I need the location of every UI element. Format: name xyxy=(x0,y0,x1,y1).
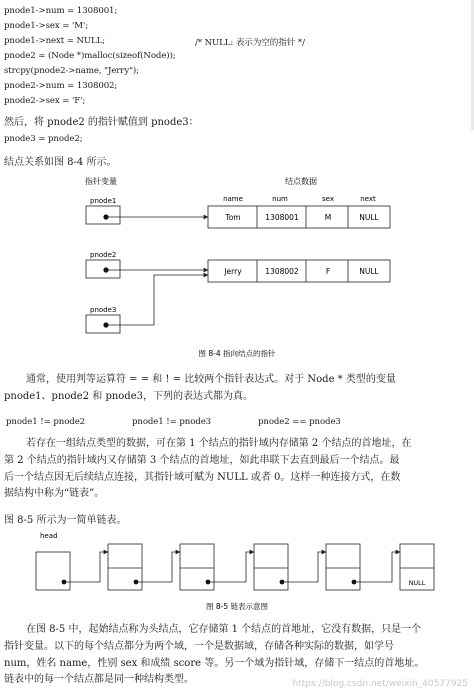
text-line: 链表中的每一个结点都是同一种结构类型。 xyxy=(4,674,194,686)
code-line: pnode2 = (Node *)malloc(sizeof(Node)); xyxy=(4,51,176,61)
col-num: num xyxy=(272,195,288,203)
compare-paragraph xyxy=(4,372,470,406)
text-line: 通常，使用判等运算符 = = 和 ! = 比较两个指针表达式。对于 Node * 类型的变量 xyxy=(26,374,396,385)
watermark: https://blog.csdn.net/weixin_40577925 xyxy=(292,679,468,689)
figure-8-5-caption: 图 8-5 链表示意图 xyxy=(205,602,269,611)
code-line: pnode1->next = NULL; xyxy=(4,36,106,46)
pointer-box-pnode2 xyxy=(86,260,120,278)
cell-num: 1308001 xyxy=(265,213,299,222)
expression: pnode1 != pnode3 xyxy=(132,417,212,427)
figure-8-5 xyxy=(0,528,474,618)
head-node xyxy=(36,552,70,590)
code-line: pnode2->num = 1308002; xyxy=(4,81,118,91)
pointer-arrow xyxy=(64,552,108,582)
pointer-arrow xyxy=(282,552,326,582)
col-name: name xyxy=(223,195,243,203)
cell-next: NULL xyxy=(359,267,379,276)
var-header: 指针变量 xyxy=(85,177,117,186)
col-next: next xyxy=(360,195,376,203)
text-line: 在图 8-5 中，起始结点称为头结点，它存储第 1 个结点的首地址，它没有数据，只是一个 xyxy=(26,624,422,635)
head-label: head xyxy=(40,532,58,540)
code-line: pnode2->sex = 'F'; xyxy=(4,96,86,106)
fig85-intro: 图 8-5 所示为一简单链表。 xyxy=(4,515,127,526)
cell-num: 1308002 xyxy=(265,267,299,276)
assign-code: pnode3 = pnode2; xyxy=(4,134,83,144)
pointer-label-pnode3: pnode3 xyxy=(90,306,117,314)
pointer-arrow xyxy=(354,552,400,582)
pointer-label-pnode1: pnode1 xyxy=(90,197,117,205)
text-line: 指针变量。以下的每个结点都分为两个域，一个是数据域，存储各种实际的数据，如学号 xyxy=(4,640,394,652)
node-row-tom xyxy=(208,206,390,228)
cell-name: Tom xyxy=(225,213,241,222)
text-line: 后一个结点因无后续结点连接，其指针域可赋为 NULL 或者 0。这样一种连接方式，在数 xyxy=(4,471,401,483)
text-line: num，姓名 name，性别 sex 和成绩 score 等。另一个域为指针域，存储下一结点的首地址。 xyxy=(4,657,425,669)
code-line: pnode1->sex = 'M'; xyxy=(4,21,88,31)
assign-text: 然后，将 pnode2 的指针赋值到 pnode3： xyxy=(4,117,199,128)
data-header: 结点数据 xyxy=(285,177,317,186)
code-line: pnode1->num = 1308001; xyxy=(4,6,118,16)
figure-8-4 xyxy=(0,172,474,362)
chain-paragraph xyxy=(4,436,470,503)
pointer-arrow xyxy=(208,552,254,582)
expression: pnode2 == pnode3 xyxy=(258,417,341,427)
code-comment: /* NULL: 表示为空的指针 */ xyxy=(195,38,305,48)
text-line: 第 2 个结点的指针域内又存储第 3 个结点的首地址，如此串联下去直到最后一个结点。最 xyxy=(4,454,400,466)
node-row-jerry xyxy=(208,260,390,282)
text-line: 若存在一组结点类型的数据，可在第 1 个结点的指针域内存储第 2 个结点的首地址，在 xyxy=(26,438,412,449)
cell-next: NULL xyxy=(359,213,379,222)
pointer-label-pnode2: pnode2 xyxy=(90,251,117,259)
text-line: pnode1、pnode2 和 pnode3，下列的表达式都为真。 xyxy=(4,390,253,402)
pointer-box-pnode1 xyxy=(86,206,120,224)
cell-sex: M xyxy=(324,213,332,222)
cell-sex: F xyxy=(325,267,331,276)
cell-name: Jerry xyxy=(224,267,242,276)
code-line: strcpy(pnode2->name, "Jerry"); xyxy=(4,66,139,76)
figure-8-4-caption: 图 8-4 指向结点的指针 xyxy=(198,349,276,358)
text-line: 据结构中称为“链表”。 xyxy=(4,488,105,500)
pointer-box-pnode3 xyxy=(86,315,120,333)
relation-text: 结点关系如图 8-4 所示。 xyxy=(4,157,117,168)
col-sex: sex xyxy=(322,195,334,203)
pointer-arrow xyxy=(136,552,180,582)
expression: pnode1 != pnode2 xyxy=(6,417,86,427)
null-label: NULL xyxy=(408,579,426,587)
pointer-arrow xyxy=(106,275,208,325)
